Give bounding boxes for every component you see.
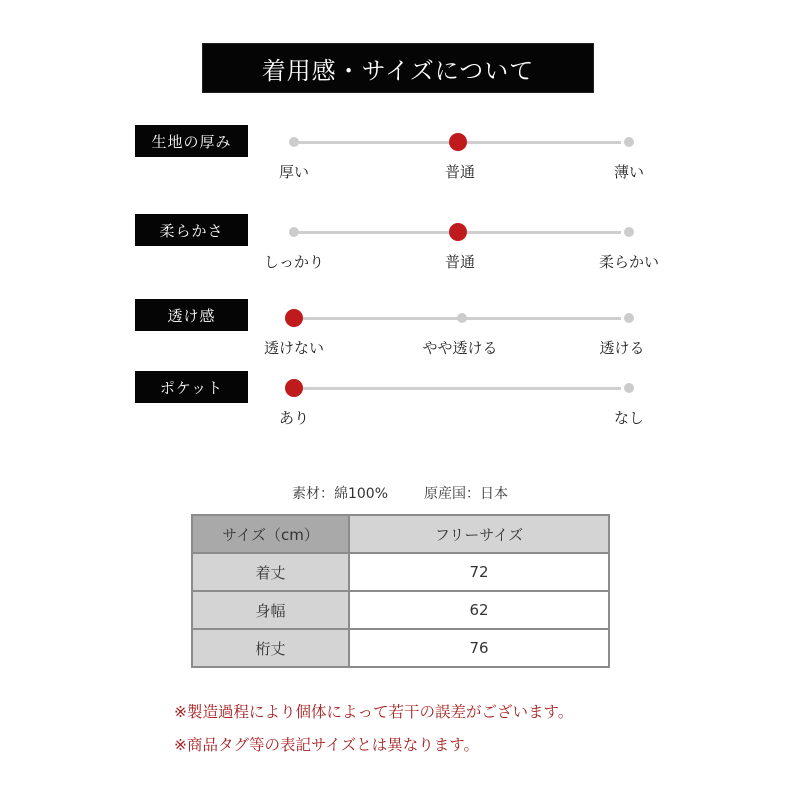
material-info <box>0 483 800 503</box>
scale-option: あり <box>278 409 310 427</box>
row-label-sleeve: 桁丈 <box>192 629 349 667</box>
scale-dot <box>624 313 634 323</box>
row-label-length: 着丈 <box>192 553 349 591</box>
scale-option: 透ける <box>599 339 645 357</box>
section-title: 着用感・サイズについて <box>203 44 593 92</box>
scale-option: しっかり <box>263 253 325 271</box>
table-row <box>192 553 609 591</box>
scale-dot <box>289 227 299 237</box>
scale-dot <box>624 227 634 237</box>
scale-label: 生地の厚み <box>135 125 248 157</box>
scale-dot <box>624 137 634 147</box>
scale-option: 薄い <box>613 163 645 181</box>
scale-label: 柔らかさ <box>135 214 248 246</box>
scale-dot-selected <box>285 309 303 327</box>
material-origin: 原産国：日本 <box>424 486 509 502</box>
scale-option: 透けない <box>263 339 325 357</box>
note-manufacturing-variance: ※製造過程により個体によって若干の誤差がございます。 <box>174 703 574 721</box>
scale-option: 厚い <box>278 163 310 181</box>
scale-option: 普通 <box>444 163 476 181</box>
scale-dot-selected <box>285 379 303 397</box>
scale-track <box>299 387 621 390</box>
table-row <box>192 629 609 667</box>
row-value-length: 72 <box>349 553 609 591</box>
row-value-sleeve: 76 <box>349 629 609 667</box>
scale-option: やや透ける <box>422 339 498 357</box>
scale-dot-selected <box>449 133 467 151</box>
scale-dot-selected <box>449 223 467 241</box>
scale-option: なし <box>613 409 645 427</box>
material-fabric: 素材：綿100% <box>291 486 389 502</box>
size-table-header <box>192 515 609 553</box>
scale-option: 柔らかい <box>598 253 660 271</box>
scale-label: ポケット <box>135 371 248 403</box>
header-cell-free-size: フリーサイズ <box>349 515 609 553</box>
note-tag-size-difference: ※商品タグ等の表記サイズとは異なります。 <box>174 736 480 754</box>
scale-dot <box>624 383 634 393</box>
table-row <box>192 591 609 629</box>
size-table <box>191 514 610 668</box>
row-label-width: 身幅 <box>192 591 349 629</box>
scale-label: 透け感 <box>135 299 248 331</box>
scale-dot <box>457 313 467 323</box>
header-cell-size: サイズ（cm） <box>192 515 349 553</box>
scale-option: 普通 <box>444 253 476 271</box>
row-value-width: 62 <box>349 591 609 629</box>
scale-dot <box>289 137 299 147</box>
